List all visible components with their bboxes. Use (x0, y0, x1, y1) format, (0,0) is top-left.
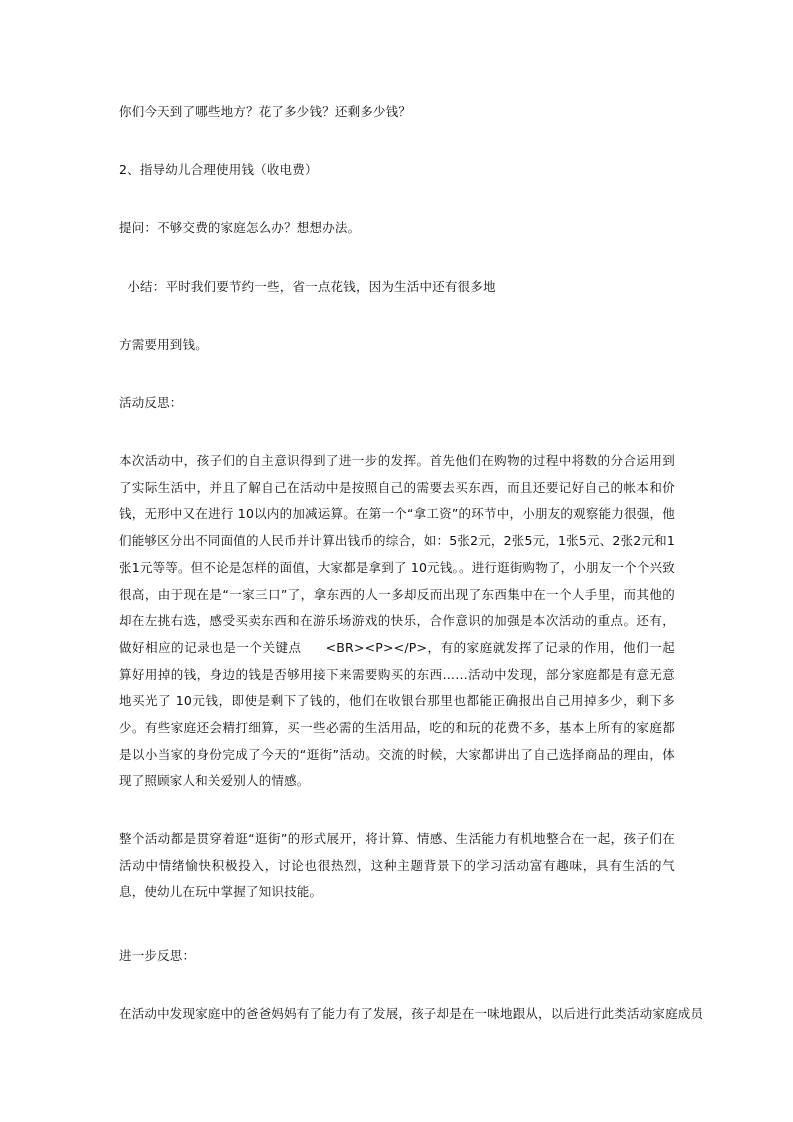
further-reflection-paragraph: 在活动中发现家庭中的爸爸妈妈有了能力有了发展，孩子却是在一味地跟从，以后进行此类活动家庭成员 (119, 1006, 704, 1021)
section-heading-2: 2、指导幼儿合理使用钱（收电费） (119, 162, 318, 177)
summary-line-1: 小结：平时我们要节约一些，省一点花钱，因为生活中还有很多地 (119, 279, 496, 294)
overall-paragraph: 整个活动都是贯穿着逛“逛街”的形式展开，将计算、情感、生活能力有机地整合在一起，孩子们在活动中情绪愉快积极投入，讨论也很热烈，这种主题背景下的学习活动富有趣味，具有生活的气息，使幼儿在玩中掌握了知识技能。 (119, 831, 675, 900)
reflection-paragraph (119, 448, 675, 795)
question-line: 你们今天到了哪些地方？花了多少钱？还剩多少钱？ (119, 104, 412, 119)
further-reflection-title: 进一步反思： (119, 948, 196, 963)
prompt-question: 提问：不够交费的家庭怎么办？想想办法。 (119, 220, 361, 235)
html-tag-artifact: <BR><P></P> (325, 639, 428, 655)
reflection-title: 活动反思： (119, 395, 183, 410)
reflection-paragraph-text: 本次活动中，孩子们的自主意识得到了进一步的发挥。首先他们在购物的过程中将数的分合运用到了实际生活中，并且了解自己在活动中是按照自己的需要去买东西，而且还要记好自己的帐本和价钱，无形中又在进行 10以内的加减运算。在第一个“拿工资”的环节中，小朋友的观察能力很强，他们能够区分出不同面值的人民币并计算出钱币的综合，如：5张2元，2张5元，1张5元、2张2元和1张1元等等。但不论是怎样的面值，大家都是拿到了 10元钱。。进行逛街购物了，小朋友一个个兴致很高，由于现在是“一家三口”了，拿东西的人一多却反而出现了东西集中在一个人手里，而其他的却在左挑右选，感受买卖东西和在游乐场游戏的快乐，合作意识的加强是本次活动的重点。还有，做好相应的记录也是一个关键点 (119, 453, 675, 655)
reflection-paragraph-continued: ，有的家庭就发挥了记录的作用，他们一起算好用掉的钱，身边的钱是否够用接下来需要购买的东西……活动中发现，部分家庭都是有意无意地买光了 10元钱，即使是剩下了钱的，他们在收银台那里也都能正确报出自己用掉多少，剩下多少。有些家庭还会精打细算，买一些必需的生活用品，吃的和玩的花费不多，基本上所有的家庭都是以小当家的身份完成了今天的“逛街”活动。交流的时候，大家都讲出了自己选择商品的理由，体现了照顾家人和关爱别人的情感。 (119, 639, 675, 789)
summary-line-2: 方需要用到钱。 (119, 337, 208, 352)
